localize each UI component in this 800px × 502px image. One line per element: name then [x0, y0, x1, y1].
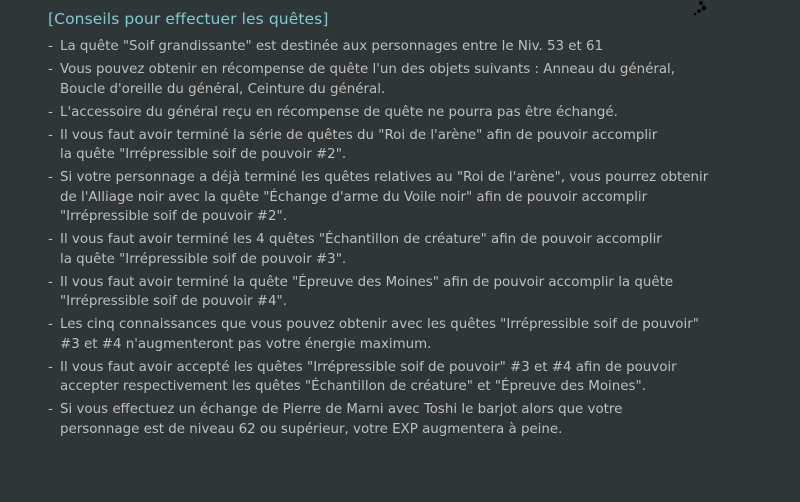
tip-text: Si votre personnage a déjà terminé les quêtes relatives au "Roi de l'arène", vous pourrez obtenir de l'Alliage noir avec la quête "Échange d'arme du Voile noir" afin de pouvoir accomplir "Irrépressible soif de pouvoir #2". — [60, 170, 709, 224]
tip-item — [48, 358, 768, 397]
tip-dash: - — [48, 402, 53, 417]
tip-dash: - — [48, 317, 53, 332]
panel-title: [Conseils pour effectuer les quêtes] — [48, 10, 329, 28]
tip-item — [48, 37, 768, 57]
tip-dash: - — [48, 232, 53, 247]
tip-text: Il vous faut avoir terminé les 4 quêtes "Échantillon de créature" afin de pouvoir accomplir la quête "Irrépressible soif de pouvoir #3". — [60, 232, 662, 267]
tip-text: La quête "Soif grandissante" est destinée aux personnages entre le Niv. 53 et 61 — [60, 39, 604, 54]
tip-text: Il vous faut avoir accepté les quêtes "Irrépressible soif de pouvoir" #3 et #4 afin de pouvoir accepter respectivement les quêtes "Échantillon de créature" et "Épreuve des Moines". — [60, 359, 677, 394]
tip-item — [48, 400, 768, 439]
tip-text: L'accessoire du général reçu en récompense de quête ne pourra pas être échangé. — [60, 104, 618, 120]
tip-dash: - — [48, 359, 53, 375]
tip-item — [48, 315, 768, 354]
tip-dash: - — [48, 62, 53, 77]
tip-text: Vous pouvez obtenir en récompense de quête l'un des objets suivants : Anneau du général, Boucle d'oreille du général, Ceinture du général. — [60, 62, 676, 97]
tip-item — [48, 273, 768, 312]
tip-dash: - — [48, 104, 53, 120]
tip-text: Les cinq connaissances que vous pouvez obtenir avec les quêtes "Irrépressible soif de pouvoir" #3 et #4 n'augmenteront pas votre énergie maximum. — [60, 317, 699, 352]
tip-item — [48, 168, 768, 227]
tip-item — [48, 230, 768, 269]
tip-text: Si vous effectuez un échange de Pierre de Marni avec Toshi le barjot alors que votre personnage est de niveau 62 ou supérieur, votre EXP augmentera à peine. — [60, 402, 623, 437]
tip-item — [48, 60, 768, 99]
tip-dash: - — [48, 127, 53, 143]
tips-list — [48, 37, 768, 443]
tip-text: Il vous faut avoir terminé la quête "Épreuve des Moines" afin de pouvoir accomplir la quête "Irrépressible soif de pouvoir #4". — [60, 274, 674, 309]
tip-item — [48, 103, 768, 123]
tip-dash: - — [48, 274, 53, 290]
tip-dash: - — [48, 170, 53, 185]
tip-item — [48, 126, 768, 165]
dots-ornament-icon — [690, 0, 710, 20]
tip-text: Il vous faut avoir terminé la série de quêtes du "Roi de l'arène" afin de pouvoir accomplir la quête "Irrépressible soif de pouvoir #2". — [60, 127, 658, 162]
tip-dash: - — [48, 39, 53, 54]
